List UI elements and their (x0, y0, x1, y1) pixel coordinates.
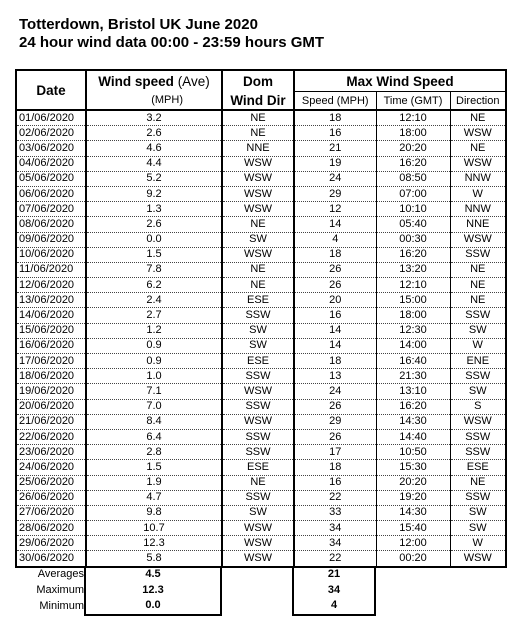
cell-date: 17/06/2020 (16, 354, 86, 369)
cell-dir: NE (450, 110, 506, 126)
cell-time: 15:30 (376, 460, 450, 475)
cell-max: 13 (294, 369, 376, 384)
cell-max: 14 (294, 217, 376, 232)
cell-date: 19/06/2020 (16, 384, 86, 399)
table-row (16, 141, 506, 156)
cell-time: 16:20 (376, 247, 450, 262)
cell-ave: 9.8 (86, 505, 222, 520)
cell-ave: 8.4 (86, 414, 222, 429)
cell-date: 08/06/2020 (16, 217, 86, 232)
cell-ave: 3.2 (86, 110, 222, 126)
ave-average-value: 4.5 (85, 567, 221, 583)
cell-dom: SSW (222, 308, 294, 323)
cell-time: 16:20 (376, 399, 450, 414)
cell-ave: 10.7 (86, 521, 222, 536)
cell-ave: 1.3 (86, 202, 222, 217)
table-row (16, 536, 506, 551)
cell-date: 11/06/2020 (16, 262, 86, 277)
cell-max: 18 (294, 460, 376, 475)
cell-dir: SW (450, 505, 506, 520)
cell-dir: SW (450, 384, 506, 399)
cell-dir: W (450, 536, 506, 551)
cell-time: 15:00 (376, 293, 450, 308)
cell-date: 18/06/2020 (16, 369, 86, 384)
cell-date: 21/06/2020 (16, 414, 86, 429)
cell-dom: SW (222, 232, 294, 247)
cell-date: 27/06/2020 (16, 505, 86, 520)
cell-dom: NNE (222, 141, 294, 156)
cell-ave: 7.1 (86, 384, 222, 399)
table-row (16, 156, 506, 171)
cell-date: 02/06/2020 (16, 126, 86, 141)
cell-time: 00:20 (376, 551, 450, 567)
cell-ave: 1.0 (86, 369, 222, 384)
page-subtitle: 24 hour wind data 00:00 - 23:59 hours GMT (19, 34, 325, 51)
cell-time: 13:20 (376, 262, 450, 277)
cell-max: 29 (294, 414, 376, 429)
cell-time: 14:40 (376, 429, 450, 444)
header-direction: Direction (450, 92, 506, 111)
cell-dir: SW (450, 323, 506, 338)
cell-dom: NE (222, 217, 294, 232)
cell-time: 20:20 (376, 141, 450, 156)
cell-date: 26/06/2020 (16, 490, 86, 505)
cell-ave: 9.2 (86, 186, 222, 201)
cell-date: 12/06/2020 (16, 278, 86, 293)
cell-max: 26 (294, 399, 376, 414)
cell-time: 14:30 (376, 505, 450, 520)
maximum-label: Maximum (36, 583, 84, 596)
cell-date: 03/06/2020 (16, 141, 86, 156)
cell-date: 24/06/2020 (16, 460, 86, 475)
cell-dom: SSW (222, 429, 294, 444)
cell-max: 21 (294, 141, 376, 156)
page-title: Totterdown, Bristol UK June 2020 (19, 16, 258, 33)
cell-date: 22/06/2020 (16, 429, 86, 444)
header-dom: Dom (222, 70, 294, 92)
cell-dir: NE (450, 475, 506, 490)
cell-ave: 6.2 (86, 278, 222, 293)
cell-ave: 12.3 (86, 536, 222, 551)
cell-dom: ESE (222, 460, 294, 475)
table-row (16, 369, 506, 384)
cell-dom: ESE (222, 354, 294, 369)
cell-time: 12:10 (376, 110, 450, 126)
cell-dir: NE (450, 293, 506, 308)
cell-date: 15/06/2020 (16, 323, 86, 338)
cell-dir: SSW (450, 490, 506, 505)
cell-ave: 5.8 (86, 551, 222, 567)
cell-dir: SSW (450, 369, 506, 384)
cell-dom: NE (222, 262, 294, 277)
cell-dir: WSW (450, 156, 506, 171)
cell-dir: SSW (450, 247, 506, 262)
cell-dir: NE (450, 278, 506, 293)
cell-time: 16:20 (376, 156, 450, 171)
cell-max: 16 (294, 475, 376, 490)
table-row (16, 186, 506, 201)
cell-dir: SW (450, 521, 506, 536)
cell-ave: 1.2 (86, 323, 222, 338)
cell-ave: 7.8 (86, 262, 222, 277)
cell-max: 26 (294, 429, 376, 444)
cell-max: 33 (294, 505, 376, 520)
table-row (16, 262, 506, 277)
table-row (16, 308, 506, 323)
cell-ave: 2.6 (86, 126, 222, 141)
cell-date: 01/06/2020 (16, 110, 86, 126)
cell-dom: SSW (222, 399, 294, 414)
ave-minimum-value: 0.0 (85, 598, 221, 615)
cell-date: 30/06/2020 (16, 551, 86, 567)
cell-time: 18:00 (376, 308, 450, 323)
cell-dom: SW (222, 338, 294, 353)
cell-date: 05/06/2020 (16, 171, 86, 186)
cell-dom: SW (222, 505, 294, 520)
table-row (16, 217, 506, 232)
cell-date: 23/06/2020 (16, 445, 86, 460)
cell-time: 14:30 (376, 414, 450, 429)
cell-dom: NE (222, 110, 294, 126)
header-wind-dir: Wind Dir (222, 92, 294, 111)
cell-date: 20/06/2020 (16, 399, 86, 414)
cell-ave: 2.7 (86, 308, 222, 323)
summary-table (15, 567, 376, 616)
max-maximum-value: 34 (293, 583, 375, 599)
cell-dom: WSW (222, 247, 294, 262)
cell-max: 14 (294, 323, 376, 338)
cell-max: 24 (294, 171, 376, 186)
cell-date: 25/06/2020 (16, 475, 86, 490)
cell-dir: WSW (450, 414, 506, 429)
table-row (16, 505, 506, 520)
cell-time: 12:10 (376, 278, 450, 293)
cell-dom: SW (222, 323, 294, 338)
table-row (16, 490, 506, 505)
table-row (16, 338, 506, 353)
cell-max: 34 (294, 536, 376, 551)
cell-max: 20 (294, 293, 376, 308)
table-row (16, 126, 506, 141)
cell-max: 22 (294, 490, 376, 505)
cell-dom: NE (222, 475, 294, 490)
cell-time: 21:30 (376, 369, 450, 384)
cell-dom: WSW (222, 414, 294, 429)
cell-ave: 0.0 (86, 232, 222, 247)
cell-time: 05:40 (376, 217, 450, 232)
cell-date: 29/06/2020 (16, 536, 86, 551)
cell-time: 18:00 (376, 126, 450, 141)
table-row (16, 278, 506, 293)
cell-time: 12:00 (376, 536, 450, 551)
cell-time: 15:40 (376, 521, 450, 536)
cell-ave: 1.5 (86, 247, 222, 262)
cell-dom: WSW (222, 384, 294, 399)
cell-dir: W (450, 338, 506, 353)
cell-max: 14 (294, 338, 376, 353)
cell-ave: 1.9 (86, 475, 222, 490)
cell-max: 16 (294, 308, 376, 323)
cell-dir: WSW (450, 232, 506, 247)
cell-dir: WSW (450, 126, 506, 141)
cell-date: 13/06/2020 (16, 293, 86, 308)
header-wind-speed-ave: (Ave) (177, 73, 210, 89)
cell-dom: SSW (222, 445, 294, 460)
cell-dom: WSW (222, 536, 294, 551)
cell-ave: 1.5 (86, 460, 222, 475)
table-row (16, 414, 506, 429)
cell-ave: 4.4 (86, 156, 222, 171)
cell-max: 29 (294, 186, 376, 201)
table-row (16, 354, 506, 369)
cell-time: 10:50 (376, 445, 450, 460)
cell-max: 18 (294, 354, 376, 369)
cell-dom: NE (222, 278, 294, 293)
table-row (16, 521, 506, 536)
cell-dom: WSW (222, 202, 294, 217)
cell-max: 19 (294, 156, 376, 171)
cell-ave: 7.0 (86, 399, 222, 414)
cell-time: 19:20 (376, 490, 450, 505)
cell-dom: WSW (222, 171, 294, 186)
cell-max: 34 (294, 521, 376, 536)
cell-max: 4 (294, 232, 376, 247)
wind-data-table (15, 69, 507, 568)
header-speed-mph: Speed (MPH) (294, 92, 376, 111)
table-row (16, 460, 506, 475)
cell-date: 14/06/2020 (16, 308, 86, 323)
cell-dom: SSW (222, 369, 294, 384)
cell-ave: 6.4 (86, 429, 222, 444)
table-row (16, 110, 506, 126)
table-row (16, 429, 506, 444)
cell-date: 16/06/2020 (16, 338, 86, 353)
cell-dom: SSW (222, 490, 294, 505)
table-row (16, 247, 506, 262)
cell-ave: 2.4 (86, 293, 222, 308)
cell-time: 12:30 (376, 323, 450, 338)
cell-max: 26 (294, 262, 376, 277)
cell-dom: WSW (222, 156, 294, 171)
cell-time: 13:10 (376, 384, 450, 399)
table-row (16, 171, 506, 186)
header-wind-speed-label: Wind speed (98, 73, 174, 89)
cell-dir: NNW (450, 171, 506, 186)
cell-dir: WSW (450, 551, 506, 567)
cell-ave: 0.9 (86, 354, 222, 369)
cell-ave: 2.6 (86, 217, 222, 232)
cell-max: 24 (294, 384, 376, 399)
cell-time: 16:40 (376, 354, 450, 369)
cell-dom: WSW (222, 521, 294, 536)
cell-ave: 4.6 (86, 141, 222, 156)
cell-dir: NE (450, 262, 506, 277)
table-row (16, 384, 506, 399)
table-row (16, 551, 506, 567)
cell-ave: 5.2 (86, 171, 222, 186)
table-row (16, 293, 506, 308)
cell-time: 08:50 (376, 171, 450, 186)
cell-max: 18 (294, 247, 376, 262)
cell-dom: NE (222, 126, 294, 141)
cell-time: 10:10 (376, 202, 450, 217)
cell-dir: NNE (450, 217, 506, 232)
cell-time: 14:00 (376, 338, 450, 353)
cell-date: 09/06/2020 (16, 232, 86, 247)
max-average-value: 21 (293, 567, 375, 583)
cell-max: 16 (294, 126, 376, 141)
cell-date: 04/06/2020 (16, 156, 86, 171)
table-row (16, 323, 506, 338)
cell-ave: 4.7 (86, 490, 222, 505)
averages-label: Averages (37, 568, 84, 581)
cell-ave: 0.9 (86, 338, 222, 353)
header-max-wind-speed: Max Wind Speed (294, 70, 506, 92)
cell-max: 17 (294, 445, 376, 460)
table-row (16, 399, 506, 414)
cell-max: 22 (294, 551, 376, 567)
table-row (16, 202, 506, 217)
cell-dir: NNW (450, 202, 506, 217)
cell-dom: WSW (222, 551, 294, 567)
cell-time: 07:00 (376, 186, 450, 201)
cell-dom: WSW (222, 186, 294, 201)
header-date: Date (16, 70, 86, 110)
cell-ave: 2.8 (86, 445, 222, 460)
cell-dir: S (450, 399, 506, 414)
cell-max: 12 (294, 202, 376, 217)
cell-time: 20:20 (376, 475, 450, 490)
cell-dir: SSW (450, 445, 506, 460)
max-minimum-value: 4 (293, 598, 375, 615)
cell-dir: SSW (450, 429, 506, 444)
cell-dir: ESE (450, 460, 506, 475)
header-time-gmt: Time (GMT) (376, 92, 450, 111)
cell-time: 00:30 (376, 232, 450, 247)
cell-max: 18 (294, 110, 376, 126)
table-row (16, 445, 506, 460)
table-row (16, 232, 506, 247)
ave-maximum-value: 12.3 (85, 583, 221, 599)
cell-dir: SSW (450, 308, 506, 323)
cell-dom: ESE (222, 293, 294, 308)
cell-date: 07/06/2020 (16, 202, 86, 217)
cell-date: 28/06/2020 (16, 521, 86, 536)
cell-date: 10/06/2020 (16, 247, 86, 262)
cell-dir: ENE (450, 354, 506, 369)
header-wind-speed (86, 70, 222, 92)
table-row (16, 475, 506, 490)
cell-dir: W (450, 186, 506, 201)
cell-date: 06/06/2020 (16, 186, 86, 201)
cell-max: 26 (294, 278, 376, 293)
minimum-label: Minimum (39, 599, 84, 612)
cell-dir: NE (450, 141, 506, 156)
header-wind-speed-unit: (MPH) (86, 92, 222, 111)
